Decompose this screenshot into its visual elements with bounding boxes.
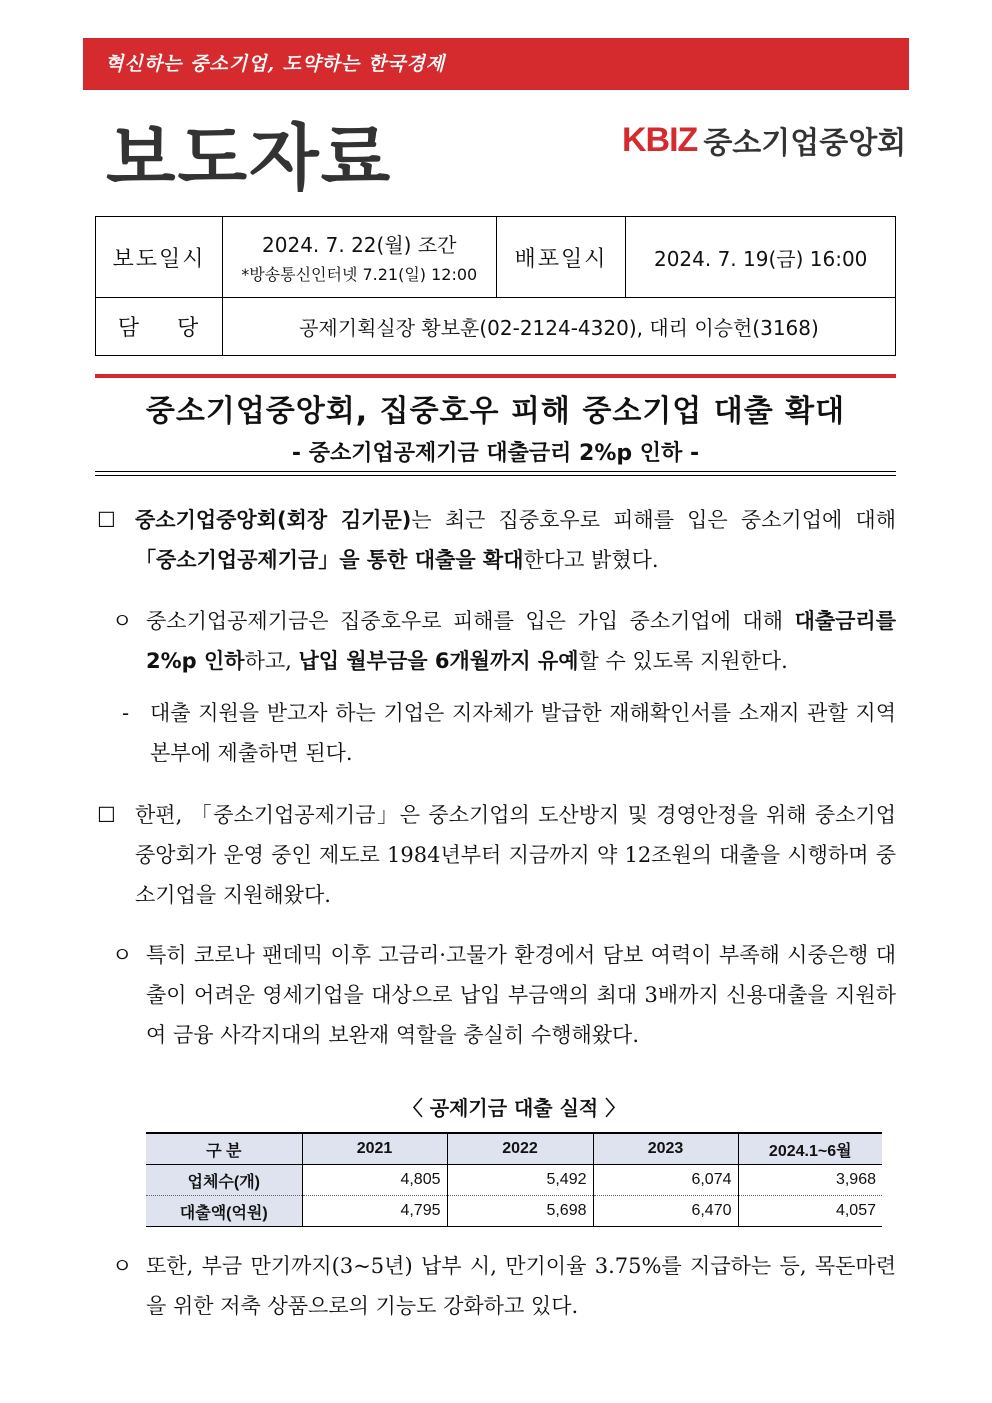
p2-text-3: 할 수 있도록 지원한다. bbox=[578, 649, 788, 673]
paragraph-6: 또한, 부금 만기까지(3~5년) 납부 시, 만기이율 3.75%를 지급하는 등, 목돈마련을 위한 저축 상품으로의 기능도 강화하고 있다. bbox=[146, 1254, 896, 1318]
paragraph-5: 특히 코로나 팬데믹 이후 고금리·고물가 환경에서 담보 여력이 부족해 시중은행 대출이 어려운 영세기업을 대상으로 납입 부금액의 최대 3배까지 신용대출을 지원하여 금융 사각지대의 보완재 역할을 충실히 수행해왔다. bbox=[146, 943, 896, 1047]
table-cell: 6,470 bbox=[593, 1196, 738, 1227]
p2-text-2: 하고, bbox=[244, 649, 299, 673]
table-header-cell: 2023 bbox=[593, 1133, 738, 1165]
table-caption: 〈 공제기금 대출 실적 〉 bbox=[402, 1096, 626, 1120]
table-cell: 6,074 bbox=[593, 1165, 738, 1196]
table-header-row bbox=[146, 1133, 882, 1165]
table-cell: 4,805 bbox=[302, 1165, 447, 1196]
table-cell: 4,795 bbox=[302, 1196, 447, 1227]
contact-value: 공제기획실장 황보훈(02-2124-4320), 대리 이승헌(3168) bbox=[222, 298, 895, 356]
table-header-cell: 구 분 bbox=[146, 1133, 302, 1165]
kbiz-logo bbox=[622, 118, 906, 162]
table-header-cell: 2021 bbox=[302, 1133, 447, 1165]
logo-name: 중소기업중앙회 bbox=[703, 126, 907, 161]
p2-bold-1: 대출금리를 2%p 인하 bbox=[146, 609, 896, 673]
title-top-rule bbox=[95, 374, 896, 378]
p2-text-1: 중소기업공제기금은 집중호우로 피해를 입은 가입 중소기업에 대해 bbox=[146, 609, 795, 633]
paragraph-3: 대출 지원을 받고자 하는 기업은 지자체가 발급한 재해확인서를 소재지 관할 지역본부에 제출하면 된다. bbox=[150, 701, 896, 765]
doc-type-heading: 보도자료 bbox=[106, 116, 393, 200]
table-cell: 5,492 bbox=[447, 1165, 593, 1196]
distribution-label: 배포일시 bbox=[496, 217, 626, 298]
circle-bullet-icon: ㅇ bbox=[112, 1254, 133, 1278]
p2-bold-2: 납입 월부금을 6개월까지 유예 bbox=[298, 649, 579, 673]
release-cell bbox=[222, 217, 496, 298]
table-cell: 5,698 bbox=[447, 1196, 593, 1227]
release-label: 보도일시 bbox=[96, 217, 223, 298]
loan-performance-table bbox=[146, 1132, 882, 1227]
row-header: 대출액(억원) bbox=[146, 1196, 302, 1227]
contact-label: 담 당 bbox=[96, 298, 223, 356]
table-row bbox=[146, 1196, 882, 1227]
p1-bold-1: 중소기업중앙회(회장 김기문) bbox=[135, 508, 412, 532]
table-cell: 4,057 bbox=[738, 1196, 882, 1227]
p1-text-1: 는 최근 집중호우로 피해를 입은 중소기업에 대해 bbox=[411, 508, 896, 532]
release-info-table bbox=[95, 216, 896, 356]
row-header: 업체수(개) bbox=[146, 1165, 302, 1196]
table-header-cell: 2022 bbox=[447, 1133, 593, 1165]
slogan-banner bbox=[83, 38, 909, 90]
release-note: *방송통신인터넷 7.21(일) 12:00 bbox=[241, 265, 478, 284]
paragraph-1 bbox=[135, 500, 896, 580]
main-title: 중소기업중앙회, 집중호우 피해 중소기업 대출 확대 bbox=[145, 394, 846, 429]
p1-bold-2: 「중소기업공제기금」을 통한 대출을 확대 bbox=[135, 548, 524, 572]
sub-title: - 중소기업공제기금 대출금리 2%p 인하 - bbox=[291, 441, 700, 466]
circle-bullet-icon: ㅇ bbox=[112, 943, 133, 967]
logo-mark: KBIZ bbox=[622, 120, 698, 159]
paragraph-4: 한편, 「중소기업공제기금」은 중소기업의 도산방지 및 경영안정을 위해 중소기업중앙회가 운영 중인 제도로 1984년부터 지금까지 약 12조원의 대출을 시행하며 중소기업을 지원해왔다. bbox=[135, 803, 896, 907]
table-row bbox=[146, 1165, 882, 1196]
dash-bullet-icon: - bbox=[122, 701, 130, 725]
slogan-text: 혁신하는 중소기업, 도약하는 한국경제 bbox=[105, 53, 446, 75]
table-header-cell: 2024.1~6월 bbox=[738, 1133, 882, 1165]
release-value: 2024. 7. 22(월) 조간 bbox=[262, 233, 457, 257]
p1-text-2: 한다고 밝혔다. bbox=[523, 548, 659, 572]
paragraph-2 bbox=[146, 601, 896, 681]
table-cell: 3,968 bbox=[738, 1165, 882, 1196]
circle-bullet-icon: ㅇ bbox=[112, 609, 133, 633]
square-bullet-icon: ☐ bbox=[97, 803, 116, 827]
title-bottom-rule bbox=[95, 471, 896, 476]
distribution-value: 2024. 7. 19(금) 16:00 bbox=[626, 217, 896, 298]
square-bullet-icon: ☐ bbox=[97, 508, 116, 532]
